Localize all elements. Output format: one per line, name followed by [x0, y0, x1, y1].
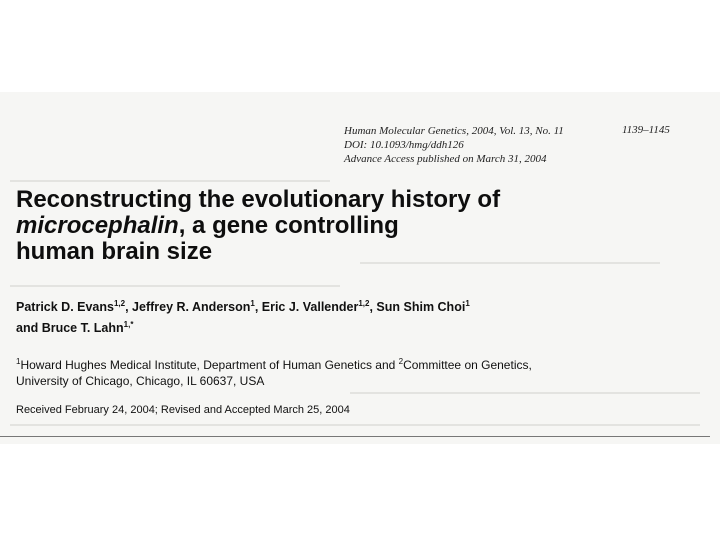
author-line-1	[16, 295, 636, 316]
received-dates: Received February 24, 2004; Revised and Accepted March 25, 2004	[16, 404, 350, 416]
title-line-1: Reconstructing the evolutionary history of	[16, 186, 501, 213]
journal-citation: Human Molecular Genetics, 2004, Vol. 13, No. 11	[344, 125, 564, 137]
affiliation-text: Committee on Genetics,	[403, 358, 532, 372]
bleed-through-line	[350, 392, 700, 394]
page-range: 1139–1145	[622, 124, 670, 136]
bleed-through-line	[10, 180, 330, 182]
author-affiliation-marker: 1	[250, 299, 255, 308]
affiliation-text: Howard Hughes Medical Institute, Department of Human Genetics and	[20, 358, 399, 372]
author-name: , Sun Shim Choi	[369, 300, 466, 315]
title-line-3: human brain size	[16, 238, 213, 265]
divider	[0, 436, 710, 437]
affiliation-marker: 2	[398, 357, 404, 366]
author-name: Patrick D. Evans	[16, 300, 114, 315]
title-line-2	[16, 213, 616, 239]
paper-title	[16, 187, 616, 265]
journal-advance-access: Advance Access published on March 31, 2004	[344, 153, 547, 165]
affiliation-line-2: University of Chicago, Chicago, IL 60637, USA	[16, 374, 265, 388]
journal-info	[344, 124, 564, 166]
bleed-through-line	[10, 424, 700, 426]
affiliation-line-1	[16, 354, 656, 373]
bleed-through-line	[10, 285, 340, 287]
gene-name: microcephalin	[16, 212, 179, 239]
author-affiliation-marker: 1	[465, 299, 470, 308]
author-line-2	[16, 316, 636, 337]
affiliation-marker: 1	[16, 357, 21, 366]
journal-doi: DOI: 10.1093/hmg/ddh126	[344, 139, 464, 151]
author-affiliation-marker: 1,2	[113, 299, 126, 308]
author-affiliation-marker: 1,2	[358, 299, 370, 308]
author-name: , Eric J. Vallender	[254, 300, 359, 315]
author-name: , Jeffrey R. Anderson	[125, 300, 251, 315]
author-name: and Bruce T. Lahn	[16, 321, 124, 336]
author-affiliation-marker: 1,*	[123, 320, 134, 330]
author-list	[16, 295, 636, 337]
title-line-2-rest: , a gene controlling	[178, 212, 399, 239]
affiliations	[16, 354, 656, 389]
